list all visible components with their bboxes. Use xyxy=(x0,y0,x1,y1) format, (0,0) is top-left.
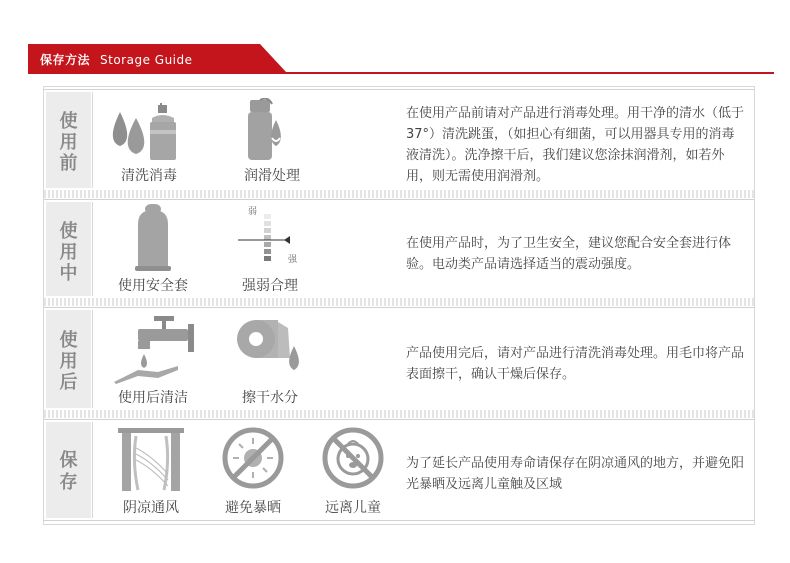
tissue-roll-icon xyxy=(230,314,310,384)
stage-char: 前 xyxy=(59,153,78,174)
row-after-use xyxy=(44,307,754,411)
no-children-icon xyxy=(308,426,398,494)
lubricant-bottle-icon xyxy=(232,98,312,162)
stage-char: 存 xyxy=(59,472,78,493)
column-divider xyxy=(92,422,93,518)
item-cool-ventilated xyxy=(106,426,196,517)
item-label: 擦干水分 xyxy=(242,390,298,406)
item-label: 强弱合理 xyxy=(242,278,298,294)
row-description: 在使用产品前请对产品进行消毒处理。用干净的清水（低于37°）清洗跳蛋，（如担心有细菌，可以用器具专用的消毒液清洗）。洗净擦干后，我们建议您涂抹润滑剂，如若外用，则无需使用润滑剂。 xyxy=(406,106,745,184)
stage-label-after xyxy=(46,310,91,408)
stage-char: 保 xyxy=(59,450,78,471)
water-drops-spray-bottle-icon xyxy=(112,98,186,162)
section-title: 保存方法 Storage Guide xyxy=(40,53,193,67)
item-label: 避免暴晒 xyxy=(225,500,281,516)
section-subtitle: Storage Guide xyxy=(100,53,193,67)
header-rule xyxy=(28,72,774,74)
row-during-use xyxy=(44,199,754,299)
window-breeze-icon xyxy=(106,426,196,494)
no-sun-icon xyxy=(208,426,298,494)
item-use-condom xyxy=(108,204,198,295)
row-storage xyxy=(44,419,754,521)
column-divider xyxy=(92,202,93,296)
item-label: 阴凉通风 xyxy=(123,500,179,516)
item-label: 清洗消毒 xyxy=(121,168,177,184)
intensity-scale xyxy=(230,204,310,272)
stage-char: 用 xyxy=(59,351,78,372)
item-dry xyxy=(230,314,310,407)
stage-label-storage xyxy=(46,422,91,518)
scale-weak-label: 弱 xyxy=(248,207,258,217)
intensity-scale-icon xyxy=(230,204,310,272)
item-label: 远离儿童 xyxy=(325,500,381,516)
row-description: 在使用产品时，为了卫生安全，建议您配合安全套进行体验。电动类产品请选择适当的震动强度。 xyxy=(406,236,732,272)
stage-char: 用 xyxy=(59,132,78,153)
item-away-children xyxy=(308,426,398,517)
stage-char: 使 xyxy=(59,111,78,132)
item-clean-after xyxy=(108,314,198,407)
row-separator xyxy=(44,410,754,418)
item-clean-disinfect xyxy=(112,98,186,185)
item-avoid-sun xyxy=(208,426,298,517)
stage-label-before xyxy=(46,92,91,188)
item-intensity xyxy=(230,204,310,295)
column-divider xyxy=(92,92,93,188)
row-separator xyxy=(44,190,754,198)
item-label: 润滑处理 xyxy=(244,168,300,184)
condom-icon xyxy=(108,204,198,272)
item-lubricate xyxy=(232,98,312,185)
faucet-icon xyxy=(108,314,198,384)
column-divider xyxy=(92,310,93,408)
item-label: 使用后清洁 xyxy=(118,390,188,406)
row-description: 为了延长产品使用寿命请保存在阴凉通风的地方，并避免阳光暴晒及远离儿童触及区域 xyxy=(406,456,745,492)
row-separator xyxy=(44,298,754,306)
stage-char: 后 xyxy=(59,372,78,393)
scale-strong-label: 强 xyxy=(288,255,298,265)
storage-guide-panel xyxy=(43,86,755,525)
stage-label-during xyxy=(46,202,91,296)
stage-char: 用 xyxy=(59,242,78,263)
item-label: 使用安全套 xyxy=(118,278,188,294)
stage-char: 使 xyxy=(59,221,78,242)
row-description: 产品使用完后，请对产品进行清洗消毒处理。用毛巾将产品表面擦干，确认干燥后保存。 xyxy=(406,346,745,382)
stage-char: 中 xyxy=(59,263,78,284)
row-before-use xyxy=(44,89,754,191)
stage-char: 使 xyxy=(59,330,78,351)
